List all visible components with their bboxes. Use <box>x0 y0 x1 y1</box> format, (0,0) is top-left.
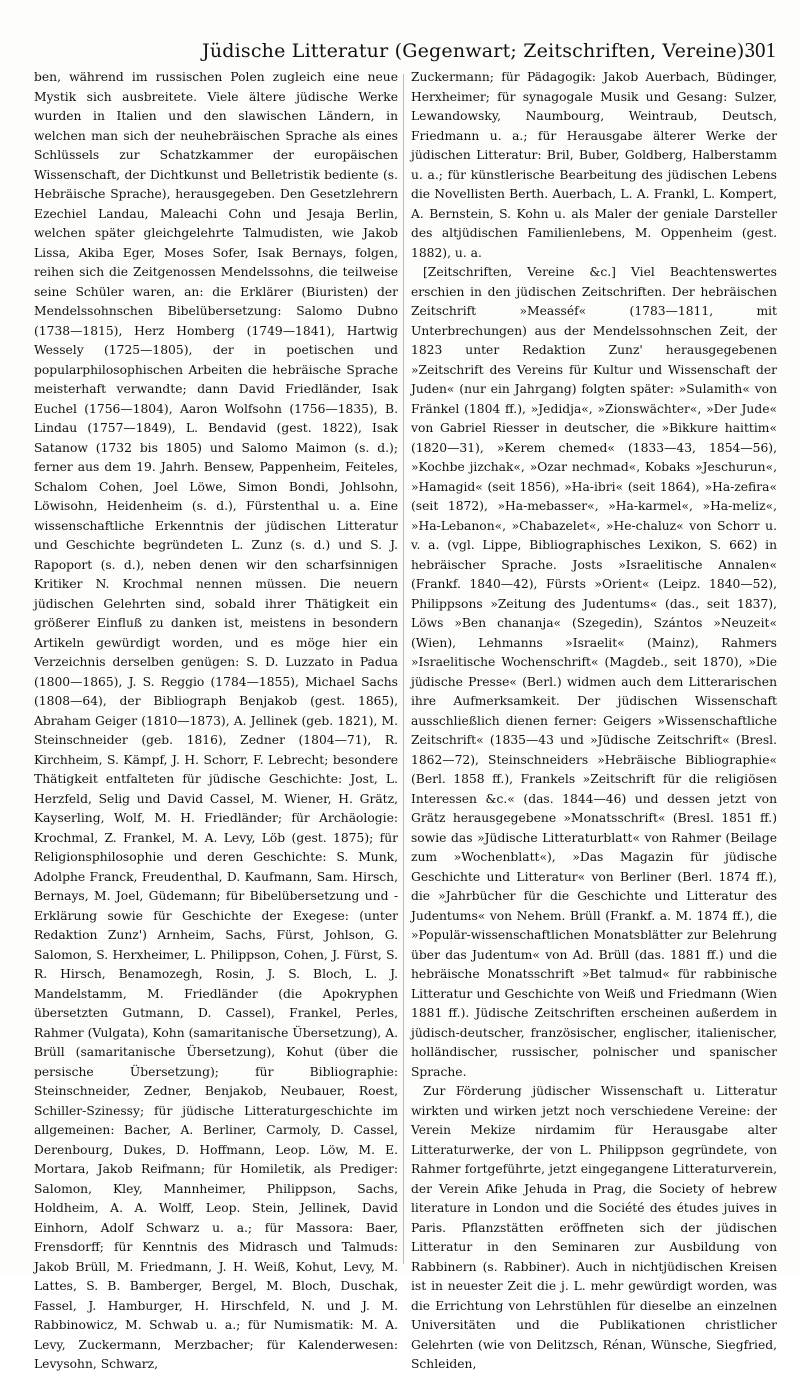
left-column <box>34 68 398 1371</box>
paragraph: ben, während im russischen Polen zugleich eine neue Mystik sich ausbreitete. Viele ältere jüdische Werke wurden in Italien und den slawischen Ländern, in welchen man sich der neuhebräischen Sprache als eines Schlüssels zur Schatzkammer der europäischen Wissenschaft, der Dichtkunst und Belletristik bediente (s. Hebräische Sprache), herausgegeben. Den Gesetzlehrern Ezechiel Landau, Maleachi Cohn und Jesaja Berlin, welchen später gleichgelehrte Talmudisten, wie Jakob Lissa, Akiba Eger, Moses Sofer, Isak Bernays, folgen, reihen sich die Zeitgenossen Mendelssohns, die teilweise seine Schüler waren, an: die Erklärer (Biuristen) der Mendelssohnschen Bibelübersetzung: Salomo Dubno (1738—1815), Herz Homberg (1749—1841), Hartwig Wessely (1725—1805), der in poetischen und popularphilosophischen Arbeiten die hebräische Sprache meisterhaft verwandte; dann David Friedländer, Isak Euchel (1756—1804), Aaron Wolfsohn (1756—1835), B. Lindau (1757—1849), L. Bendavid (gest. 1822), Isak Satanow (1732 bis 1805) und Salomo Maimon (s. d.); ferner aus dem 19. Jahrh. Bensew, Pappenheim, Feiteles, Schalom Cohen, Joel Löwe, Simon Bondi, Johlsohn, Löwisohn, Heidenheim (s. d.), Fürstenthal u. a. Eine wissenschaftliche Erkenntnis der jüdischen Litteratur und Geschichte begründeten L. Zunz (s. d.) und S. J. Rapoport (s. d.), neben denen wir den scharfsinnigen Kritiker N. Krochmal nennen müssen. Die neuern jüdischen Gelehrten sind, sobald ihrer Thätigkeit ein größerer Einfluß zu danken ist, meistens in besondern Artikeln gewürdigt worden, und es möge hier ein Verzeichnis derselben genügen: S. D. Luzzato in Padua (1800—1865), J. S. Reggio (1784—1855), Michael Sachs (1808—64), der Bibliograph Benjakob (gest. 1865), Abraham Geiger (1810—1873), A. Jellinek (geb. 1821), M. Steinschneider (geb. 1816), Zedner (1804—71), R. Kirchheim, S. Kämpf, J. H. Schorr, F. Lebrecht; besondere Thätigkeit entfalteten für jüdische Geschichte: Jost, L. Herzfeld, Selig und David Cassel, M. Wiener, H. Grätz, Kayserling, Wolf, M. H. Friedländer; für Archäologie: Krochmal, Z. Frankel, M. A. Levy, Löb (gest. 1875); für Religionsphilosophie und deren Geschichte: S. Munk, Adolphe Franck, Freudenthal, D. Kaufmann, Sam. Hirsch, Bernays, M. Joel, Güdemann; für Bibelübersetzung und -Erklärung sowie für Geschichte der Exegese: (unter Redaktion Zunz') Arnheim, Sachs, Fürst, Johlson, G. Salomon, S. Herxheimer, L. Philippson, Cohen, J. Fürst, S. R. Hirsch, Benamozegh, Rosin, J. S. Bloch, L. J. Mandelstamm, M. Friedländer (die Apokryphen übersetzten Gutmann, D. Cassel), Frankel, Perles, Rahmer (Vulgata), Kohn (samaritanische Übersetzung), A. Brüll (samaritanische Übersetzung), Kohut (über die persische Übersetzung); für Bibliographie: Steinschneider, Zedner, Benjakob, Neubauer, Roest, Schiller-Szinessy; für jüdische Litteraturgeschichte im allgemeinen: Bacher, A. Berliner, Carmoly, D. Cassel, Derenbourg, Dukes, D. Hoffmann, Leop. Löw, M. E. Mortara, Jakob Reifmann; für Homiletik, als Prediger: Salomon, Kley, Mannheimer, Philippson, Sachs, Holdheim, A. A. Wolff, Leop. Stein, Jellinek, David Einhorn, Adolf Schwarz u. a.; für Massora: Baer, Frensdorff; für Kenntnis des Midrasch und Talmuds: Jakob Brüll, M. Friedmann, J. H. Weiß, Kohut, Levy, M. Lattes, S. B. Bamberger, Bergel, M. Bloch, Duschak, Fassel, J. Hamburger, H. Hirschfeld, N. und J. M. Rabbinowicz, M. Schwab u. a.; für Numismatik: M. A. Levy, Zuckermann, Merzbacher; für Kalenderwesen: Levysohn, Schwarz, <box>34 70 398 1371</box>
running-title: Jüdische Litteratur (Gegenwart; Zeitschriften, Vereine). <box>202 40 751 62</box>
page-number: 301 <box>744 38 776 62</box>
paragraph: [Zeitschriften, Vereine &c.] Viel Beachtenswertes erschien in den jüdischen Zeitschriften. Der hebräischen Zeitschrift »Measséf« (1783—1811, mit Unterbrechungen) aus der Mendelssohnschen Zeit, der 1823 unter Redaktion Zunz' herausgegebenen »Zeitschrift des Vereins für Kultur und Wissenschaft der Juden« (nur ein Jahrgang) folgten später: »Sulamith« von Fränkel (1804 ff.), »Jedidja«, »Zionswächter«, »Der Jude« von Gabriel Riesser in deutscher, die »Bikkure haittim« (1820—31), »Kerem chemed« (1833—43, 1854—56), »Kochbe jizchak«, »Ozar nechmad«, Kobaks »Jeschurun«, »Hamagid« (seit 1856), »Ha-ibri« (seit 1864), »Ha-zefira« (seit 1872), »Ha-mebasser«, »Ha-karmel«, »Ha-meliz«, »Ha-Lebanon«, »Chabazelet«, »He-chaluz« von Schorr u. v. a. (vgl. Lippe, Bibliographisches Lexikon, S. 662) in hebräischer Sprache. Josts »Israelitische Annalen« (Frankf. 1840—42), Fürsts »Orient« (Leipz. 1840—52), Philippsons »Zeitung des Judentums« (das., seit 1837), Löws »Ben chananja« (Szegedin), Szántos »Neuzeit« (Wien), Lehmanns »Israelit« (Mainz), Rahmers »Israelitische Wochenschrift« (Magdeb., seit 1870), »Die jüdische Presse« (Berl.) widmen auch dem Litterarischen ihre Aufmerksamkeit. Der jüdischen Wissenschaft ausschließlich dienen ferner: Geigers »Wissenschaftliche Zeitschrift« (1835—43 und »Jüdische Zeitschrift« (Bresl. 1862—72), Steinschneiders »Hebräische Bibliographie« (Berl. 1858 ff.), Frankels »Zeitschrift für die religiösen Interessen &c.« (das. 1844—46) und dessen jetzt von Grätz herausgegebene »Monatsschrift« (Bresl. 1851 ff.) sowie das »Jüdische Litteraturblatt« von Rahmer (Beilage zum »Wochenblatt«), »Das Magazin für jüdische Geschichte und Litteratur« von Berliner (Berl. 1874 ff.), die »Jahrbücher für die Geschichte und Litteratur des Judentums« von Nehem. Brüll (Frankf. a. M. 1874 ff.), die »Populär-wissenschaftlichen Monatsblätter zur Belehrung über das Judentum« von Ad. Brüll (das. 1881 ff.) und die hebräische Monatsschrift »Bet talmud« für rabbinische Litteratur und Geschichte von Weiß und Friedmann (Wien 1881 ff.). Jüdische Zeitschriften erscheinen außerdem in jüdisch-deutscher, französischer, englischer, italienischer, holländischer, russischer, polnischer und spanischer Sprache. <box>411 265 777 1079</box>
paragraph: Zuckermann; für Pädagogik: Jakob Auerbach, Büdinger, Herxheimer; für synagogale Musik und Gesang: Sulzer, Lewandowsky, Naumbourg, Weintraub, Deutsch, Friedmann u. a.; für Herausgabe älterer Werke der jüdischen Litteratur: Bril, Buber, Goldberg, Halberstamm u. a.; für künstlerische Bearbeitung des jüdischen Lebens die Novellisten Berth. Auerbach, L. A. Frankl, L. Kompert, A. Bernstein, S. Kohn u. als Maler der geniale Darsteller des altjüdischen Familienlebens, M. Oppenheim (gest. 1882), u. a. <box>411 70 777 260</box>
page-header <box>34 38 776 68</box>
paragraph: Zur Förderung jüdischer Wissenschaft u. Litteratur wirkten und wirken jetzt noch verschiedene Vereine: der Verein Mekize nirdamim für Herausgabe alter Litteraturwerke, der von L. Philippson gegründete, von Rahmer fortgeführte, jetzt eingegangene Litteraturverein, der Verein Afike Jehuda in Prag, die Society of hebrew literature in London und die Société des études juives in Paris. Pflanzstätten eröffneten sich der jüdischen Litteratur in den Seminaren zur Ausbildung von Rabbinern (s. Rabbiner). Auch in nichtjüdischen Kreisen ist in neuester Zeit die j. L. mehr gewürdigt worden, was die Errichtung von Lehrstühlen für dieselbe an einzelnen Universitäten und die Publikationen christlicher Gelehrten (wie von Delitzsch, Rénan, Wünsche, Siegfried, Schleiden, <box>411 1084 777 1371</box>
column-divider <box>403 74 404 1264</box>
right-column <box>411 68 777 1371</box>
